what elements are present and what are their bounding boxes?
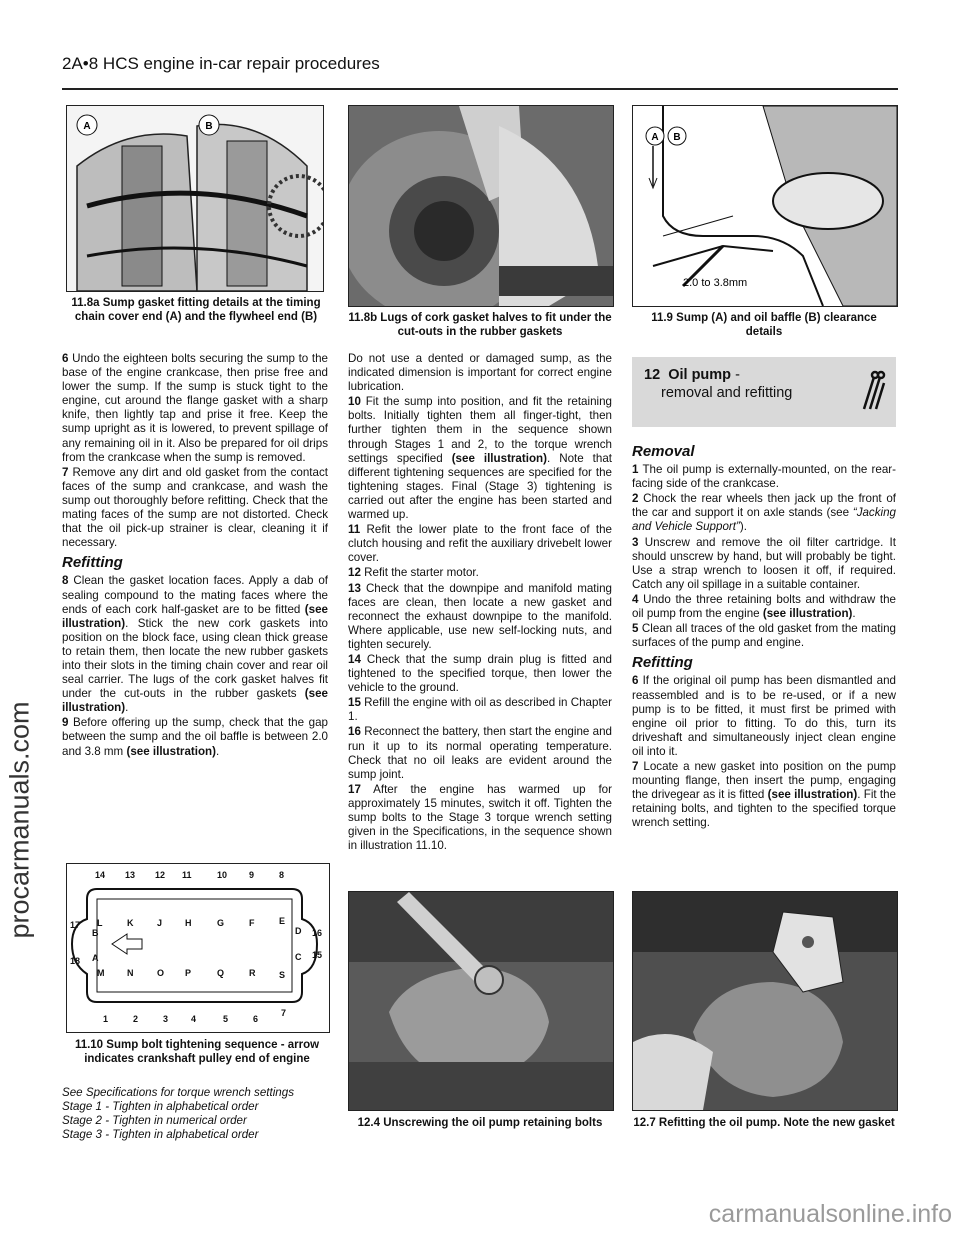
- para-6b: 6 If the original oil pump has been dismantled and reassembled and is to be re-used, or if a new pump is to be fitted, it must first be primed with engine oil prior to fitting. To do this, turn its driveshaft and simultaneously inject clean engine oil into it.: [632, 674, 896, 758]
- para-13: 13 Check that the downpipe and manifold mating faces are clean, then locate a new gasket and reconnect the exhaust downpipe to the manifold. Where applicable, use new self-locking nuts, and tighten securely.: [348, 581, 612, 651]
- seq-11: 11: [182, 870, 192, 880]
- seq-g: G: [217, 918, 225, 928]
- text-column-3: [632, 439, 896, 831]
- para-continued: Do not use a dented or damaged sump, as the indicated dimension is important for correct engine lubrication.: [348, 352, 612, 394]
- seq-p: P: [185, 968, 192, 978]
- para-2: 2 Chock the rear wheels then jack up the front of the car and support it on axle stands (see “Jacking and Vehicle Support”).: [632, 492, 896, 534]
- caption-11-9: 11.9 Sump (A) and oil baffle (B) clearance details: [651, 312, 877, 338]
- section-number: 12: [644, 367, 661, 383]
- seq-3: 3: [163, 1014, 169, 1024]
- para-3: 3 Unscrew and remove the oil filter cartridge. It should unscrew by hand, but will probably be tight. Use a strap wrench to loosen it off, if required. Catch any oil spillage in a suitable container.: [632, 535, 896, 591]
- para-7b: 7 Locate a new gasket into position on the pump mounting flange, then insert the pump, engaging the drivegear as it is fitted (see illustration). Fit the retaining bolts, and tighten to the specified torque wrench setting.: [632, 759, 897, 830]
- seq-j: J: [157, 918, 163, 928]
- figure-11-8a: [66, 105, 324, 292]
- seq-10: 10: [217, 870, 228, 880]
- caption-12-4: 12.4 Unscrewing the oil pump retaining bolts: [357, 1117, 603, 1129]
- seq-8: 8: [279, 870, 285, 880]
- spec-line-4: Stage 3 - Tighten in alphabetical order: [62, 1128, 259, 1141]
- para-1: 1 The oil pump is externally-mounted, on the rear-facing side of the crankcase.: [632, 463, 897, 491]
- seq-14: 14: [95, 870, 106, 880]
- heading-refitting-2: Refitting: [632, 654, 693, 672]
- heading-removal: Removal: [632, 443, 695, 460]
- seq-16: 16: [312, 928, 323, 938]
- para-9: 9 Before offering up the sump, check that the gap between the sump and the oil baffle is between 2.0 and 3.8 mm (see illustration).: [62, 716, 328, 758]
- caption-11-8a: 11.8a Sump gasket fitting details at the timing chain cover end (A) and the flywheel end (B): [71, 297, 321, 323]
- sump-baffle-clearance-drawing: [633, 106, 897, 306]
- seq-m: M: [97, 968, 105, 978]
- para-8: 8 Clean the gasket location faces. Apply a dab of sealing compound to the mating faces where the ends of each cork half-gasket are to be fitted (see illustration). Stick the new cork gaskets into position on the block face, using clean thick grease to retain them, then locate the new rubber gaskets into their slots in the timing chain cover and rear oil seal carrier. The lugs of the cork gasket halves fit under the cut-outs in the rubber gaskets (see illustration).: [62, 574, 328, 715]
- seq-17: 17: [70, 920, 81, 930]
- label-a: A: [83, 121, 91, 132]
- seq-s: S: [279, 970, 286, 980]
- para-11: 11 Refit the lower plate to the front face of the clutch housing and refit the auxiliary drivebelt lower cover.: [348, 523, 612, 565]
- seq-12: 12: [155, 870, 166, 880]
- oil-pump-refit-photo: [633, 892, 897, 1110]
- torque-specs-note: [62, 1086, 340, 1142]
- para-5: 5 Clean all traces of the old gasket from the mating surfaces of the pump and engine.: [632, 622, 896, 650]
- seq-k: K: [127, 918, 134, 928]
- figure-12-4: [348, 891, 614, 1111]
- page-header: 2A•8 HCS engine in-car repair procedures: [62, 54, 380, 73]
- para-6: 6 Undo the eighteen bolts securing the sump to the base of the engine crankcase, then prise free and lower the sump. If the sump is stuck tight to the engine, cut around the flange gasket with a sharp knife, then lightly tap and prise it free. Keep the sump upright as it is lowered, to prevent spillage of any remaining oil in it. Also be prepared for oil drips from the crankcase when the sump is removed.: [62, 352, 328, 464]
- heading-refitting: Refitting: [62, 554, 123, 572]
- seq-a: A: [92, 953, 99, 963]
- para-4: 4 Undo the three retaining bolts and withdraw the oil pump from the engine (see illustration).: [632, 592, 896, 621]
- figure-11-8b: [348, 105, 614, 307]
- gasket-lugs-photo: [349, 106, 613, 306]
- section-title: Oil pump: [668, 367, 732, 383]
- para-7: 7 Remove any dirt and old gasket from the contact faces of the sump and crankcase, and wash the sump out thoroughly before refitting. Check that the mating faces of the sump are not distorted. Check that the oil pick-up strainer is clear, cleaning it if necessary.: [62, 465, 328, 550]
- caption-12-7: 12.7 Refitting the oil pump. Note the new gasket: [633, 1117, 895, 1129]
- seq-r: R: [249, 968, 256, 978]
- seq-5: 5: [223, 1014, 229, 1024]
- seq-13: 13: [125, 870, 136, 880]
- spec-line-1: See Specifications for torque wrench settings: [62, 1086, 294, 1099]
- seq-4: 4: [191, 1014, 197, 1024]
- seq-15: 15: [312, 950, 323, 960]
- text-column-1: [62, 352, 328, 760]
- para-17: 17 After the engine has warmed up for approximately 15 minutes, switch it off. Tighten the sump bolts to the Stage 3 torque wrench setting given in the Specifications, in the sequence shown in illustration 11.10.: [348, 782, 612, 853]
- seq-b: B: [92, 928, 99, 938]
- caption-11-10: 11.10 Sump bolt tightening sequence - arrow indicates crankshaft pulley end of engine: [74, 1039, 320, 1065]
- spec-line-3: Stage 2 - Tighten in numerical order: [62, 1114, 247, 1127]
- seq-h: H: [185, 918, 192, 928]
- para-15: 15 Refill the engine with oil as described in Chapter 1.: [348, 696, 612, 724]
- label-b: B: [205, 121, 213, 132]
- seq-q: Q: [217, 968, 225, 978]
- section-12-header: 12 Oil pump - removal and refitting: [632, 357, 896, 427]
- bolt-sequence-diagram: [67, 864, 329, 1032]
- clearance-dimension: 2.0 to 3.8mm: [683, 277, 748, 289]
- text-column-2: [348, 352, 612, 854]
- figure-12-7: [632, 891, 898, 1111]
- seq-d: D: [295, 926, 302, 936]
- difficulty-spanner-icon: [860, 369, 886, 413]
- side-watermark: procarmanuals.com: [4, 701, 35, 939]
- seq-1: 1: [103, 1014, 109, 1024]
- seq-2: 2: [133, 1014, 139, 1024]
- seq-f: F: [249, 918, 255, 928]
- para-14: 14 Check that the sump drain plug is fitted and tightened to the specified torque, then lower the vehicle to the ground.: [348, 652, 612, 695]
- para-16: 16 Reconnect the battery, then start the engine and run it up to its normal operating temperature. Check that no oil leaks are evident around the sump joint.: [348, 725, 612, 781]
- seq-7: 7: [281, 1008, 287, 1018]
- para-12: 12 Refit the starter motor.: [348, 566, 479, 580]
- seq-6: 6: [253, 1014, 259, 1024]
- spec-line-2: Stage 1 - Tighten in alphabetical order: [62, 1100, 259, 1113]
- oil-pump-bolts-photo: [349, 892, 613, 1110]
- caption-11-8b: 11.8b Lugs of cork gasket halves to fit under the cut-outs in the rubber gaskets: [348, 312, 612, 338]
- label-b: B: [673, 132, 681, 143]
- para-10: 10 Fit the sump into position, and fit the retaining bolts. Initially tighten them all finger-tight, then further tighten them in the sequence shown through Stages 1 and 2, to the torque wrench settings specified (see illustration). Note that different tightening sequences are specified for the tightening stages. Final (Stage 3) tightening is carried out after the engine has been started and warmed up.: [348, 395, 613, 522]
- seq-l: L: [97, 918, 103, 928]
- sump-gasket-drawing: [67, 106, 323, 291]
- seq-9: 9: [249, 870, 255, 880]
- header-rule: [62, 88, 898, 90]
- figure-11-9: [632, 105, 898, 307]
- seq-e: E: [279, 916, 286, 926]
- seq-18: 18: [70, 956, 81, 966]
- seq-c: C: [295, 952, 302, 962]
- footer-watermark: carmanualsonline.info: [708, 1200, 952, 1228]
- section-subtitle: removal and refitting: [661, 385, 793, 401]
- seq-o: O: [157, 968, 165, 978]
- figure-11-10: [66, 863, 330, 1033]
- label-a: A: [651, 132, 659, 143]
- seq-n: N: [127, 968, 134, 978]
